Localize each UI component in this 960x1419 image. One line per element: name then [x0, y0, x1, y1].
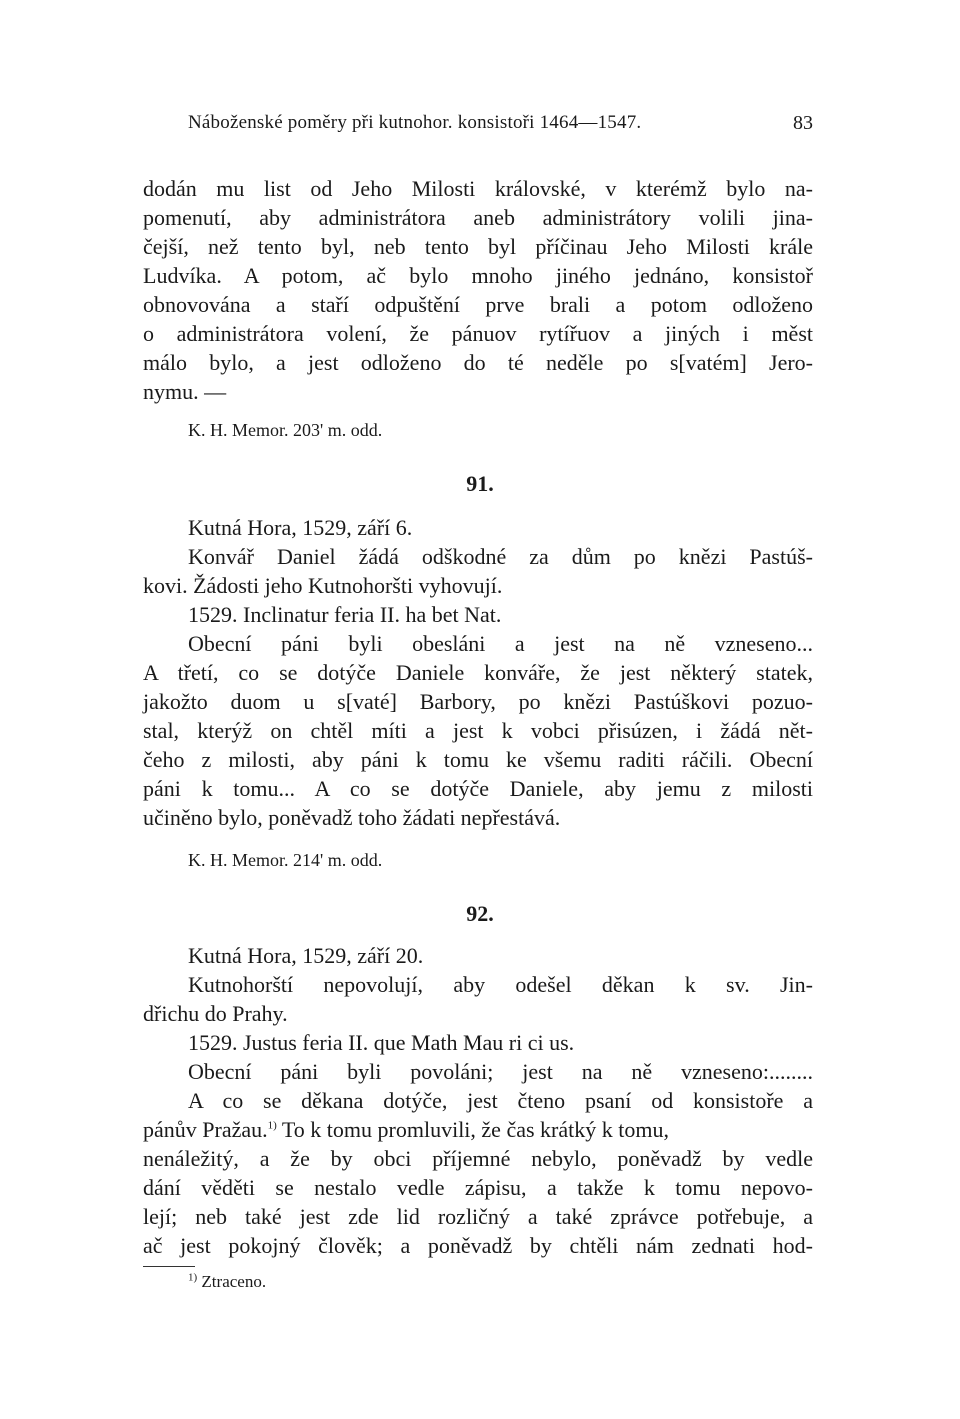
text-segment: To k tomu promluvili, že čas krátký k tomu, — [281, 1117, 669, 1142]
summary-line: Kutnohorští nepovolují, aby odešel děkan k sv. Jin- — [188, 972, 813, 997]
footnote-text: Ztraceno. — [201, 1272, 267, 1291]
summary-line: kovi. Žádosti jeho Kutnohoršti vyhovují. — [143, 573, 503, 598]
text-line: dodán mu list od Jeho Milosti královské, v kterémž bylo na- — [143, 176, 813, 201]
summary-line: Konvář Daniel žádá odškodné za dům po knězi Pastúš- — [188, 544, 813, 569]
page-header — [188, 112, 813, 142]
text-line — [143, 1116, 813, 1144]
text-line: čejší, než tento byl, neb tento byl příčinau Jeho Milosti krále — [143, 234, 813, 259]
text-line: nenáležitý, a že by obci příjemné nebylo, poněvadž by vedle — [143, 1146, 813, 1171]
text-line: dání věděti se nestalo vedle zápisu, a takže k tomu nepovo- — [143, 1175, 813, 1200]
source-citation: K. H. Memor. 203' m. odd. — [188, 420, 383, 440]
document-number: 92. — [466, 901, 494, 926]
text-line: málo bylo, a jest odloženo do té neděle po s[vatém] Jero- — [143, 350, 813, 375]
text-line: čeho z milosti, aby páni k tomu ke všemu raditi ráčili. Obecní — [143, 747, 813, 772]
text-segment: pánův Pražau. — [143, 1117, 268, 1142]
text-line: obnovována a staří odpuštění prve brali a potom odloženo — [143, 292, 813, 317]
dateline: 1529. Inclinatur feria II. ha bet Nat. — [188, 602, 502, 627]
text-line: lejí; neb také jest zde lid rozličný a také zprávce potřebuje, a — [143, 1204, 813, 1229]
text-line: Ludvíka. A potom, ač bylo mnoho jiného jednáno, konsistoř — [143, 263, 813, 288]
text-line: ač jest pokojný člověk; a poněvadž by chtěli nám zednati hod- — [143, 1233, 813, 1258]
footnote-rule — [143, 1266, 195, 1267]
summary-line: dřichu do Prahy. — [143, 1001, 288, 1026]
text-line: učiněno bylo, poněvadž toho žádati nepřestává. — [143, 805, 561, 830]
text-line: Obecní páni byli povoláni; jest na ně vzneseno:........ — [188, 1059, 813, 1084]
footnote-mark: 1) — [188, 1271, 198, 1284]
running-title: Náboženské poměry při kutnohor. konsistoři 1464—1547. — [188, 112, 642, 133]
place-date: Kutná Hora, 1529, září 6. — [188, 515, 413, 540]
text-line: o administrátora volení, že pánuov rytířuov a jiných i měst — [143, 321, 813, 346]
page-number: 83 — [793, 112, 813, 134]
text-line: A co se děkana dotýče, jest čteno psaní od konsistoře a — [188, 1088, 813, 1113]
text-line: pomenutí, aby administrátora aneb administrátory volili jina- — [143, 205, 813, 230]
text-line: páni k tomu... A co se dotýče Daniele, aby jemu z milosti — [143, 776, 813, 801]
dateline: 1529. Justus feria II. que Math Mau ri ci us. — [188, 1030, 575, 1055]
footnote — [188, 1272, 266, 1292]
footnote-ref: 1) — [267, 1119, 277, 1132]
text-line: jakožto duom u s[vaté] Barbory, po knězi Pastúškovi pozuo- — [143, 689, 813, 714]
source-citation: K. H. Memor. 214' m. odd. — [188, 850, 383, 870]
document-number: 91. — [466, 471, 494, 496]
place-date: Kutná Hora, 1529, září 20. — [188, 943, 424, 968]
text-line: A třetí, co se dotýče Daniele konváře, že jest některý statek, — [143, 660, 813, 685]
text-line: nymu. — — [143, 379, 227, 404]
text-line: Obecní páni byli obesláni a jest na ně vzneseno... — [188, 631, 813, 656]
text-line: stal, kterýž on chtěl míti a jest k vobci přisúzen, i žádá nět- — [143, 718, 813, 743]
